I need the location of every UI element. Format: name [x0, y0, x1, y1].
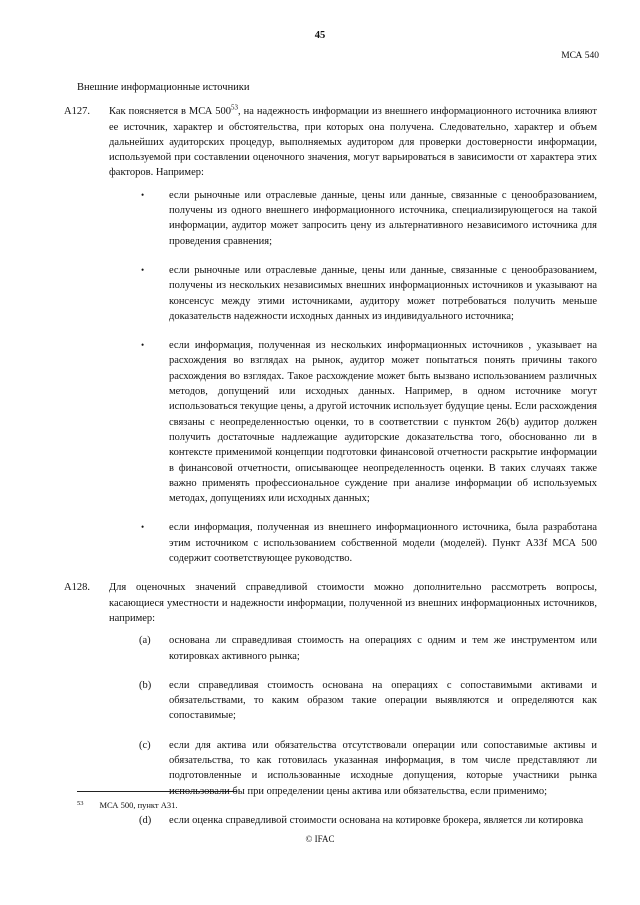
lettered-item	[137, 633, 597, 664]
item-text: если для актива или обязательства отсутствовали операции или сопоставимые активы и обязательства, то как готовилась указанная информация, в том числе представляют ли подготовленные и использованные исходные допущения, которые участники рынка использовали бы при определении цены актива или обязательства, если применимо;	[169, 739, 597, 797]
bullet-item	[137, 338, 597, 506]
lettered-item	[137, 813, 597, 828]
item-letter: (b)	[139, 679, 152, 691]
bullet-text: если рыночные или отраслевые данные, цены или данные, связанные с ценообразованием, получены из одного внешнего информационного источника, специализирующегося на такой информации, аудитор может запросить цену из альтернативного независимого источника для проведения сравнения;	[169, 189, 597, 247]
bullet-item	[137, 520, 597, 566]
bullet-text: если информация, полученная из внешнего информационного источника, была разработана этим источником с использованием собственной модели (моделей). Пункт A33f МСА 500 содержит соответствующее руководство.	[169, 522, 597, 565]
paragraph-a127-text-start: Как поясняется в МСА 500	[109, 106, 232, 118]
item-letter: (d)	[139, 814, 152, 826]
bullet-text: если рыночные или отраслевые данные, цены или данные, связанные с ценообразованием, получены из нескольких независимых внешних информационных источников и указывают на консенсус между этими источниками, аудитору может потребоваться получить меньше доказательств надежности исходных данных из индивидуального источника;	[169, 264, 597, 322]
paragraph-number-a128: A128.	[64, 582, 90, 594]
paragraph-a128-text: Для оценочных значений справедливой стоимости можно дополнительно рассмотреть вопросы, касающиеся уместности и надежности информации, полученной из внешних информационных источников, например:	[109, 582, 597, 624]
item-text: если оценка справедливой стоимости основана на котировке брокера, является ли котировка	[169, 814, 584, 826]
page-content	[64, 80, 597, 842]
bullet-text: если информация, полученная из нескольких информационных источников , указывает на расхождения во взглядах на рынок, аудитор может попытаться понять причины такого расхождения во взглядах. Такое расхождение может быть вызвано использованием различных методов, допущений или исходных данных. Например, в одном источнике могут использоваться текущие цены, а другой источник использует будущие цены. Если расхождения связаны с неопределенностью оценки, то в соответствии с пунктом 26(b) аудитор должен получить достаточные надлежащие аудиторские доказательства того, обоснованно ли в контексте применимой концепции подготовки финансовой отчетности раскрытие информации в финансовой отчетности, описывающее неопределенность оценки. В таких случаях также важно применять профессиональное суждение при анализе информации об используемых методах, допущениях или исходных данных;	[169, 340, 597, 505]
item-letter: (c)	[139, 739, 151, 751]
bullet-icon: •	[141, 340, 145, 351]
footnote-number: 53	[77, 800, 84, 807]
bullet-icon: •	[141, 522, 145, 533]
bullet-item	[137, 263, 597, 324]
footnote-divider	[77, 791, 237, 792]
paragraph-a127	[64, 103, 597, 566]
footnote-reference: 53	[231, 103, 239, 112]
bullet-icon: •	[141, 264, 145, 275]
paragraph-number-a127: A127.	[64, 106, 90, 118]
section-heading: Внешние информационные источники	[77, 82, 250, 93]
bullet-list-a127	[109, 188, 597, 567]
document-code: МСА 540	[561, 51, 599, 61]
item-text: основана ли справедливая стоимость на операциях с одним и тем же инструментом или котировках активного рынка;	[169, 635, 597, 662]
footnote	[77, 800, 597, 810]
bullet-item	[137, 188, 597, 249]
bullet-icon: •	[141, 189, 145, 200]
item-letter: (a)	[139, 635, 151, 647]
paragraph-a127-text-end: , на надежность информации из внешнего информационного источника влияют ее источник, характер и обстоятельства, при которых она получена. Следовательно, характер и объем дальнейших аудиторских процедур, выполняемых аудитором для проверки достоверности информации, используемой при составлении оценочного значения, могут варьироваться в зависимости от характера этих факторов. Например:	[109, 106, 597, 179]
lettered-item	[137, 738, 597, 799]
page-number: 45	[314, 30, 326, 41]
lettered-list-a128	[109, 633, 597, 828]
lettered-item	[137, 678, 597, 724]
copyright-footer: © IFAC	[305, 834, 335, 844]
footnote-text: МСА 500, пункт A31.	[99, 800, 178, 810]
item-text: если справедливая стоимость основана на операциях с сопоставимыми активами и обязательствами, то каким образом такие операции выявляются и определяются как сопоставимые;	[169, 679, 597, 722]
